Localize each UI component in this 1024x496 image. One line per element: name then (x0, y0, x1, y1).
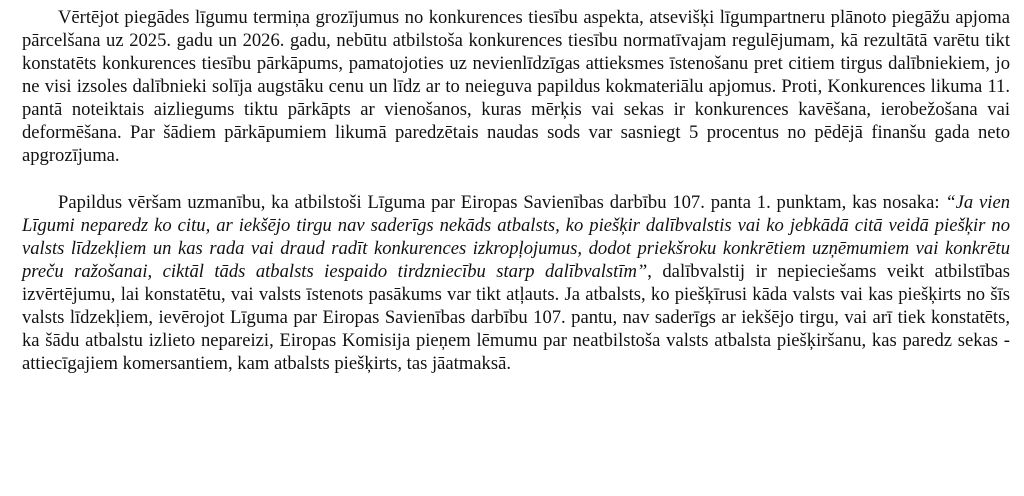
paragraph-state-aid (22, 191, 1010, 375)
paragraph-competition-law: Vērtējot piegādes līgumu termiņa grozījumus no konkurences tiesību aspekta, atsevišķi līgumpartneru plānoto piegāžu apjoma pārcelšana uz 2025. gadu un 2026. gadu, nebūtu atbilstoša konkurences tiesību normatīvajam regulējumam, kā rezultātā varētu tikt konstatēts konkurences tiesību pārkāpums, pamatojoties uz nevienlīdzīgas attieksmes īstenošanu pret citiem tirgus dalībniekiem, jo ne visi izsoles dalībnieki solīja augstāku cenu un līdz ar to neieguva papildus kokmateriālu apjomus. Proti, Konkurences likuma 11. pantā noteiktais aizliegums tiktu pārkāpts ar vienošanos, kuras mērķis vai sekas ir konkurences kavēšana, ierobežošana vai deformēšana. Par šādiem pārkāpumiem likumā paredzētais naudas sods var sasniegt 5 procentus no pēdējā finanšu gada neto apgrozījuma. (22, 7, 1010, 166)
paragraph-state-aid-outro: , dalībvalstij ir nepieciešams veikt atbilstības izvērtējumu, lai konstatētu, vai valsts īstenots pasākums var tikt atļauts. Ja atbalsts, ko piešķīrusi kāda valsts vai kas piešķirts no šīs valsts līdzekļiem, ievērojot Līguma par Eiropas Savienības darbību 107. pantu, nav saderīgs ar iekšējo tirgu, vai arī tiek konstatēts, ka šādu atbalstu izlieto nepareizi, Eiropas Komisija pieņem lēmumu par neatbilstoša valsts atbalsta piešķiršanu, kas paredz sekas - attiecīgajiem komersantiem, kam atbalsts piešķirts, tas jāatmaksā. (22, 261, 1010, 374)
document-page (22, 6, 1010, 375)
paragraph-state-aid-intro: Papildus vēršam uzmanību, ka atbilstoši Līguma par Eiropas Savienības darbību 107. panta 1. punktam, kas nosaka: (58, 192, 946, 213)
treaty-article-107-quote: “Ja vien Līgumi neparedz ko citu, ar iekšējo tirgu nav saderīgs nekāds atbalsts, ko piešķir dalībvalstis vai ko jebkādā citā veidā piešķir no valsts līdzekļiem un kas rada vai draud radīt konkurences izkropļojumus, dodot priekšroku konkrētiem uzņēmumiem vai konkrētu preču ražošanai, ciktāl tāds atbalsts iespaido tirdzniecību starp dalībvalstīm” (22, 192, 1010, 282)
